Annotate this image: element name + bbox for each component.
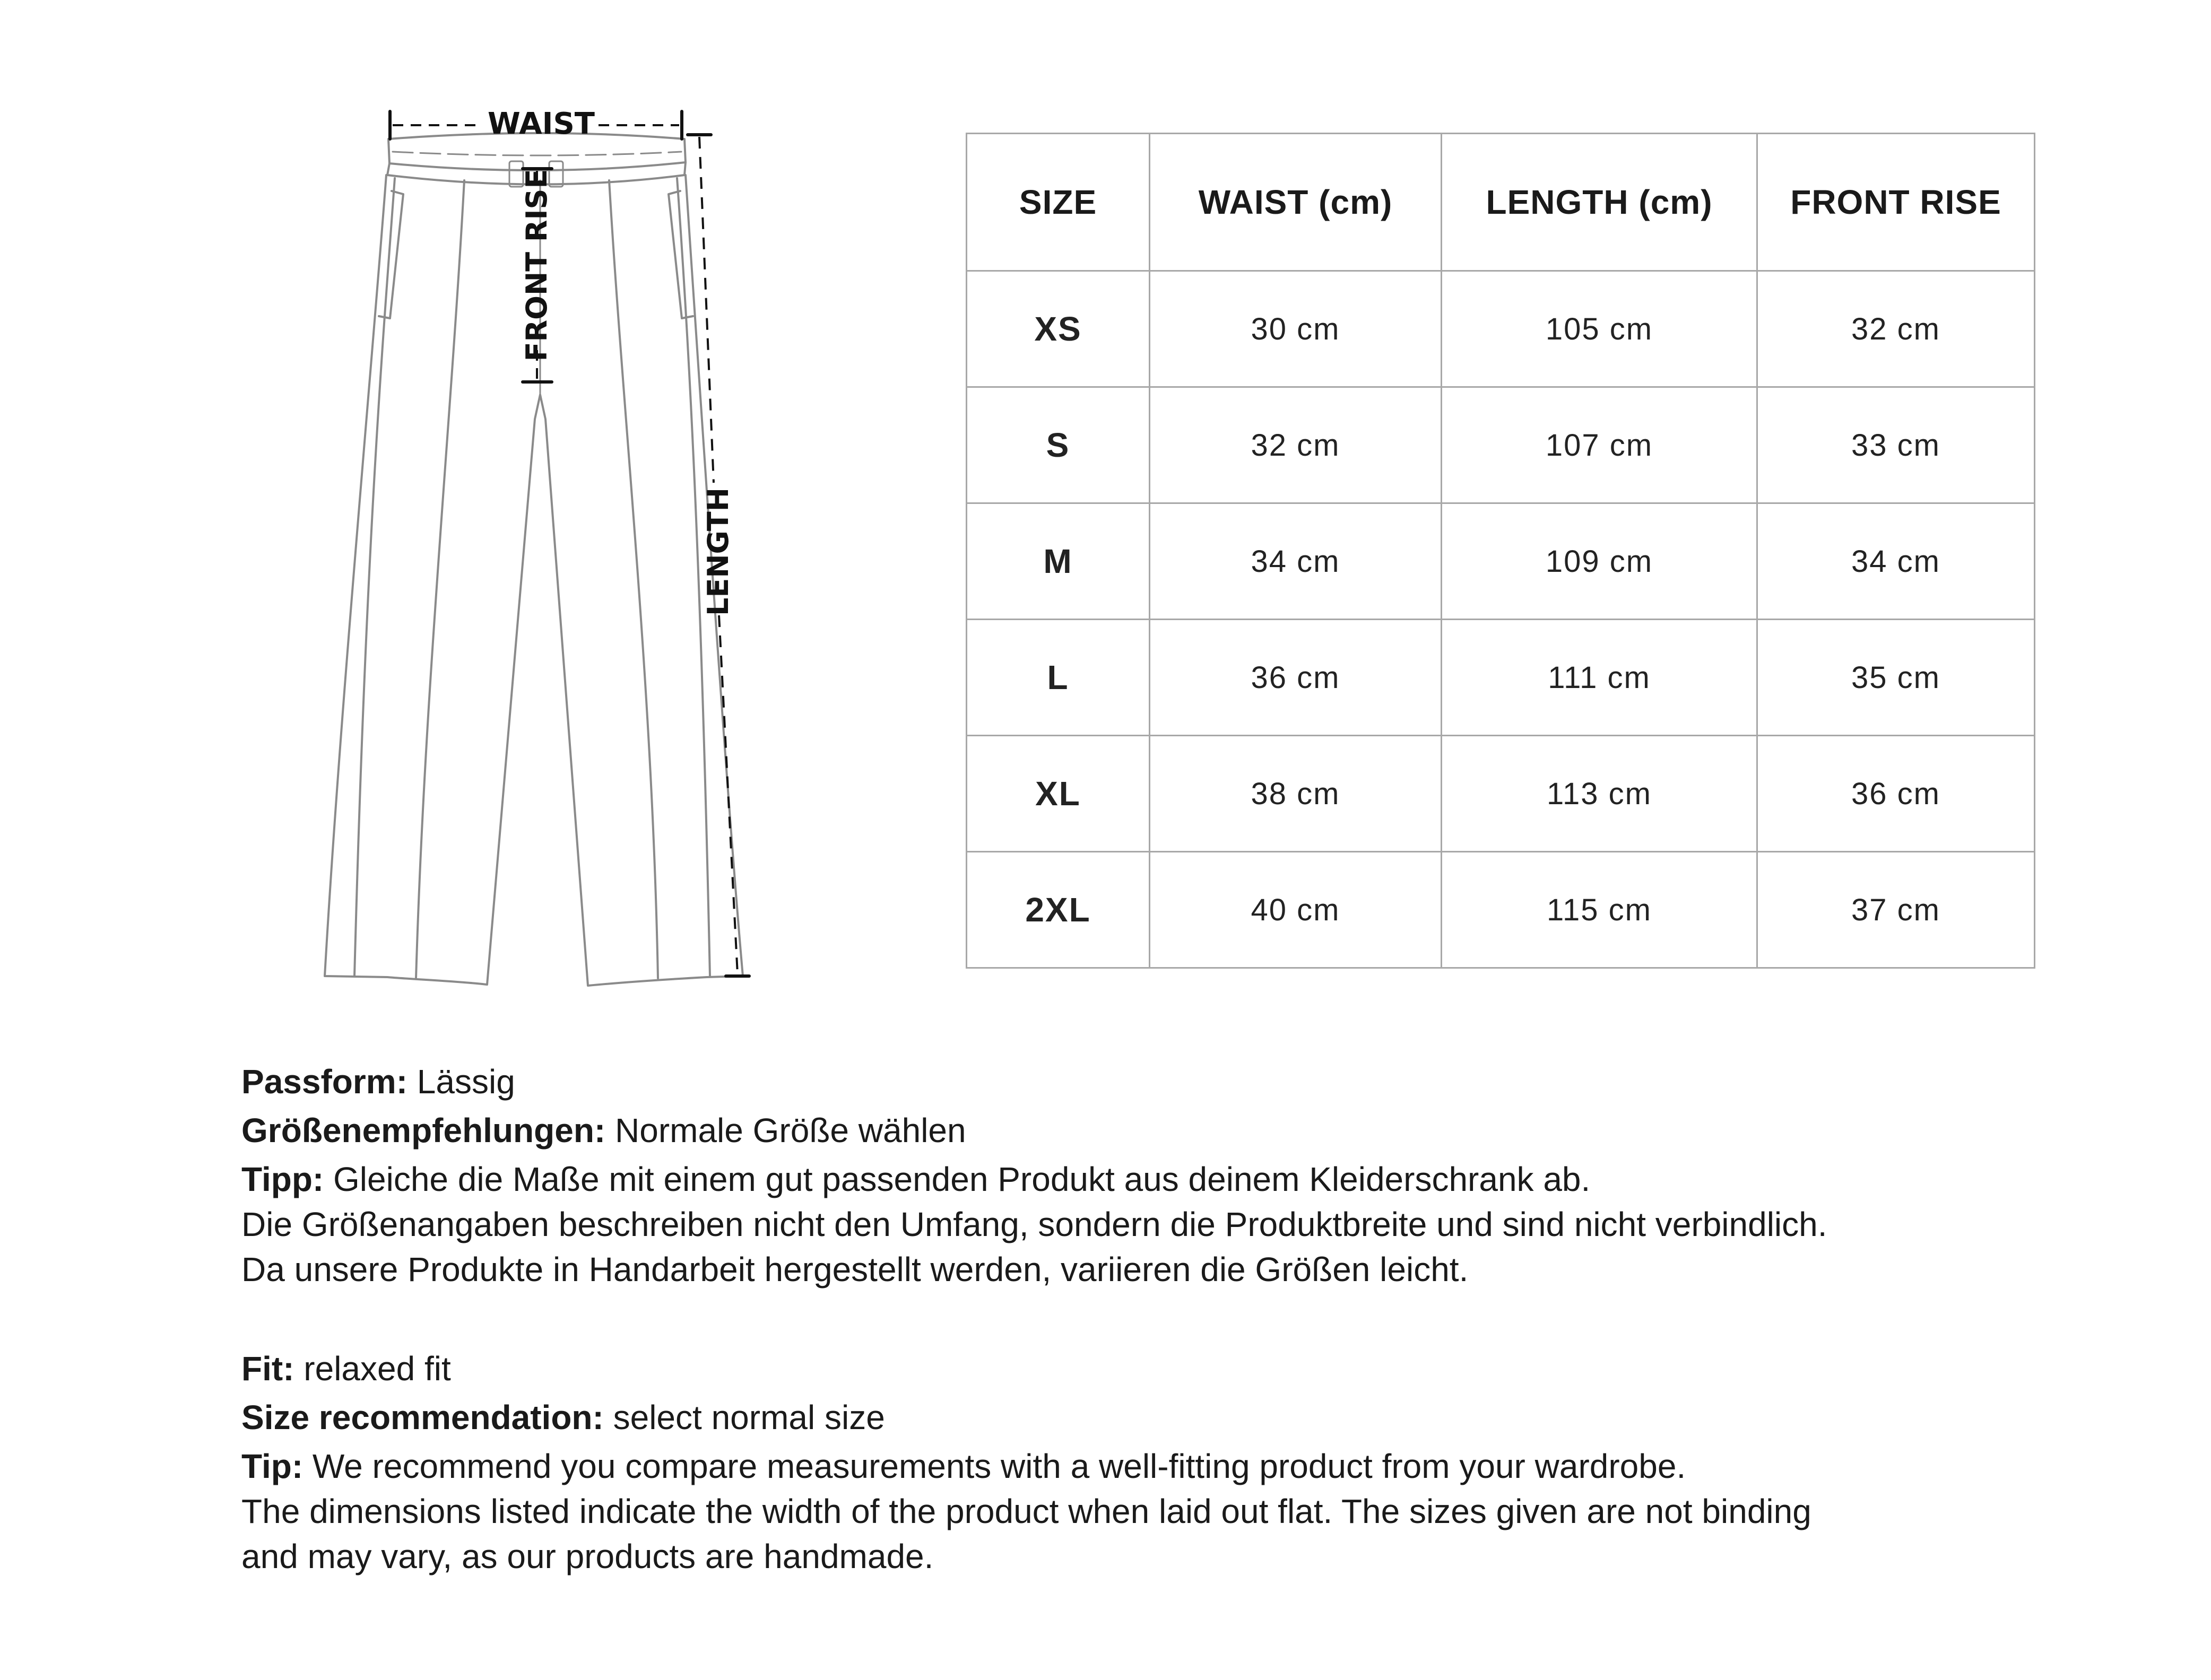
table-row [967,852,2035,968]
size-cell: 2XL [967,852,1150,968]
tip-line-de [241,1157,2099,1202]
table-row [967,271,2035,387]
header-front-rise: FRONT RISE [1757,134,2035,271]
table-row [967,736,2035,852]
waist-cell: 36 cm [1150,620,1442,736]
table-row [967,503,2035,620]
tip-label-en: Tip: [241,1447,304,1485]
length-cell: 107 cm [1442,387,1757,503]
front-rise-cell: 35 cm [1757,620,2035,736]
front-rise-cell: 33 cm [1757,387,2035,503]
fit-line-de [241,1059,2099,1104]
waist-cell: 32 cm [1150,387,1442,503]
tip-value-en: We recommend you compare measurements with a well-fitting product from your wardrobe. [303,1447,1686,1485]
notes-english [241,1346,2099,1579]
tip-line3-de: Da unsere Produkte in Handarbeit hergestellt werden, variieren die Größen leicht. [241,1250,1469,1289]
length-cell: 109 cm [1442,503,1757,620]
tip-line2-en: The dimensions listed indicate the width of the product when laid out flat. The sizes given are not binding [241,1492,1811,1530]
size-cell: XS [967,271,1150,387]
size-line-de [241,1108,2099,1153]
length-cell: 111 cm [1442,620,1757,736]
fit-value-de: Lässig [407,1063,515,1101]
front-rise-cell: 37 cm [1757,852,2035,968]
front-rise-cell: 32 cm [1757,271,2035,387]
size-cell: M [967,503,1150,620]
fit-label-en: Fit: [241,1350,294,1388]
fit-line-en [241,1346,2099,1391]
trousers-measurement-diagram [297,95,775,1008]
size-label-de: Größenempfehlungen: [241,1111,606,1150]
size-cell: L [967,620,1150,736]
tip-line-en [241,1444,2099,1489]
table-row [967,387,2035,503]
length-label: LENGTH [701,488,735,616]
size-cell: XL [967,736,1150,852]
fit-value-en: relaxed fit [294,1350,451,1388]
length-cell: 115 cm [1442,852,1757,968]
tip-line2-de: Die Größenangaben beschreiben nicht den Umfang, sondern die Produktbreite und sind nicht verbindlich. [241,1205,1827,1243]
table-header-row [967,134,2035,271]
size-value-en: select normal size [603,1398,885,1437]
size-line-en [241,1395,2099,1440]
waist-cell: 40 cm [1150,852,1442,968]
size-value-de: Normale Größe wählen [605,1111,966,1150]
length-cell: 113 cm [1442,736,1757,852]
header-waist: WAIST (cm) [1150,134,1442,271]
tip-value-de: Gleiche die Maße mit einem gut passenden Produkt aus deinem Kleiderschrank ab. [324,1160,1591,1198]
fit-label-de: Passform: [241,1063,407,1101]
length-cell: 105 cm [1442,271,1757,387]
tip-label-de: Tipp: [241,1160,324,1198]
header-size: SIZE [967,134,1150,271]
waist-cell: 38 cm [1150,736,1442,852]
size-label-en: Size recommendation: [241,1398,604,1437]
header-length: LENGTH (cm) [1442,134,1757,271]
notes-german [241,1059,2099,1292]
front-rise-cell: 34 cm [1757,503,2035,620]
waist-label: WAIST [488,107,595,141]
front-rise-label: FRONT RISE [520,169,553,362]
size-table [966,133,2035,969]
front-rise-cell: 36 cm [1757,736,2035,852]
tip-line3-en: and may vary, as our products are handmade. [241,1537,934,1575]
waist-cell: 30 cm [1150,271,1442,387]
table-row [967,620,2035,736]
waist-cell: 34 cm [1150,503,1442,620]
size-cell: S [967,387,1150,503]
